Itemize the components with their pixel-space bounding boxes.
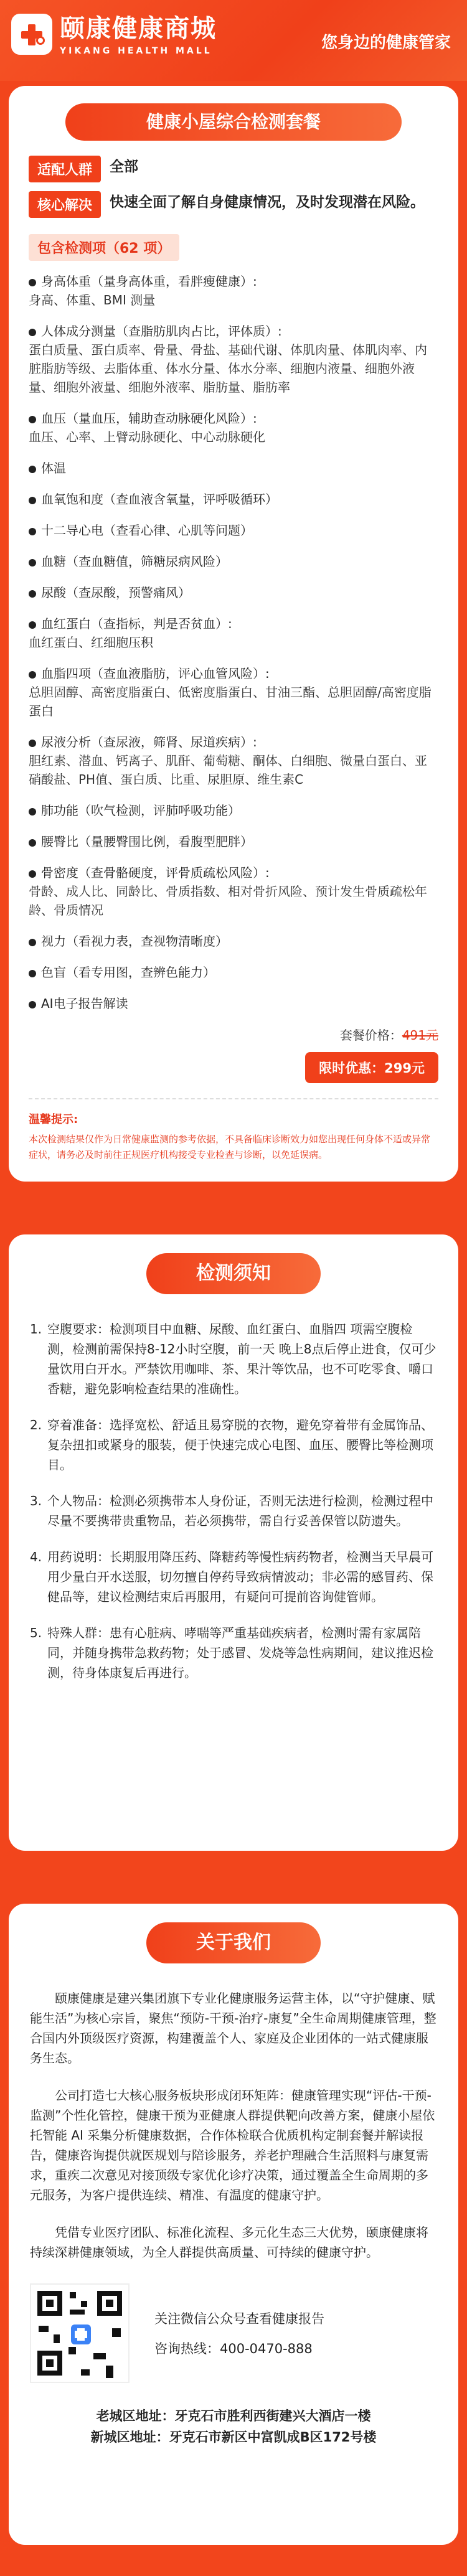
phone-label: 咨询热线： bbox=[154, 2341, 220, 2356]
qr-caption: 关注微信公众号查看健康报告 bbox=[154, 2311, 324, 2326]
notice-text: 穿着准备：选择宽松、舒适且易穿脱的衣物，避免穿着带有金属饰品、复杂扭扣或紧身的服装，便于快速完成心电图、血压、腰臀比等检测项目。 bbox=[47, 1417, 433, 1472]
solve-label: 核心解决 bbox=[29, 191, 101, 218]
about-paragraph: 凭借专业医疗团队、标准化流程、多元化生态三大优势，颐康健康将持续深耕健康领域，为全人群提供高质量、可持续的健康守护。 bbox=[30, 2225, 428, 2260]
qr-info bbox=[154, 2309, 324, 2357]
item-detail: 血红蛋白、红细胞压积 bbox=[29, 635, 153, 650]
sale-badge[interactable] bbox=[305, 1052, 438, 1083]
price-box bbox=[29, 1025, 438, 1083]
slogan: 您身边的健康管家 bbox=[321, 34, 451, 52]
item-title: 尿液分析（查尿液，筛肾、尿道疾病）: bbox=[41, 735, 257, 750]
bullet-icon bbox=[29, 497, 36, 504]
notice-item bbox=[30, 1415, 437, 1475]
bullet-icon bbox=[29, 808, 36, 816]
about-paragraph: 公司打造七大核心服务板块形成闭环矩阵：健康管理实现“评估-干预-监测”个性化管控，健康干预为亚健康人群提供靶向改善方案，健康小屋依托智能 AI 采集分析健康数据，合作体检联合优质机构定制套餐并解读报告，健康咨询提供就医规划与陪诊服务，养老护理融合生活照料与康复需求，重疾二次意见对接顶级专家优化诊疗决策，通过覆盖全生命周期的多元服务，为客户提供连续、精准、有温度的健康守护。 bbox=[30, 2088, 435, 2202]
item-title: 血脂四项（查血液脂肪，评心血管风险）: bbox=[41, 666, 270, 681]
notice-number: 5. bbox=[30, 1625, 42, 1640]
list-item bbox=[29, 409, 438, 446]
audience-row bbox=[29, 156, 438, 182]
bullet-icon bbox=[29, 559, 36, 566]
notice-text: 特殊人群：患有心脏病、哮喘等严重基础疾病者，检测时需有家属陪同，并随身携带急救药物；处于感冒、发烧等急性病期间，建议推迟检测，待身体康复后再进行。 bbox=[47, 1625, 433, 1680]
bullet-icon bbox=[29, 970, 36, 977]
bullet-icon bbox=[29, 671, 36, 679]
list-item bbox=[29, 272, 438, 309]
address-old: 老城区地址：牙克石市胜利西街建兴大酒店一楼 bbox=[96, 2409, 371, 2423]
item-detail: 胆红素、潜血、钙离子、肌酐、葡萄糖、酮体、白细胞、微量白蛋白、亚硝酸盐、PH值、蛋白质、比重、尿胆原、维生素C bbox=[29, 753, 427, 787]
addresses bbox=[30, 2405, 437, 2448]
notice-text: 用药说明：长期服用降压药、降糖药等慢性病药物者，检测当天早晨可用少量白开水送服，切勿擅自停药导致病情波动；非必需的感冒药、保健品等，建议检测结束后再服用，有疑问可提前咨询健管师。 bbox=[47, 1549, 433, 1604]
package-card bbox=[9, 86, 458, 1182]
bullet-icon bbox=[29, 590, 36, 598]
item-title: 肺功能（吹气检测，评肺呼吸功能） bbox=[41, 803, 240, 818]
audience-value: 全部 bbox=[110, 159, 139, 175]
brand bbox=[60, 15, 217, 56]
brand-name-en: YIKANG HEALTH MALL bbox=[60, 46, 212, 56]
item-detail: 骨龄、成人比、同龄比、骨质指数、相对骨折风险、预计发生骨质疏松年龄、骨质情况 bbox=[29, 884, 427, 918]
qr-row bbox=[30, 2283, 437, 2383]
items-list bbox=[29, 272, 438, 1013]
bullet-icon bbox=[29, 329, 36, 336]
solve-value: 快速全面了解自身健康情况，及时发现潜在风险。 bbox=[110, 194, 425, 210]
price-old: 491元 bbox=[402, 1028, 438, 1043]
price-line bbox=[29, 1025, 438, 1043]
list-item bbox=[29, 583, 438, 602]
item-detail: 血压、心率、上臂动脉硬化、中心动脉硬化 bbox=[29, 430, 265, 444]
item-title: 血糖（查血糖值，筛糖尿病风险） bbox=[41, 554, 228, 569]
brand-name: 颐康健康商城 bbox=[60, 14, 217, 43]
item-detail: 蛋白质量、蛋白质率、骨量、骨盐、基础代谢、体肌肉量、体肌肉率、内脏脂肪等级、去脂体重、体水分量、体水分率、细胞内液量、细胞外液量、细胞外液量、细胞外液率、脂肪量、脂肪率 bbox=[29, 342, 427, 395]
about-paragraph: 颐康健康是建兴集团旗下专业化健康服务运营主体，以“守护健康、赋能生活”为核心宗旨，聚焦“预防-干预-治疗-康复”全生命周期健康管理，整合国内外顶级医疗资源，构建覆盖个人、家庭及企业团体的一站式健康服务生态。 bbox=[30, 1991, 436, 2066]
list-item bbox=[29, 963, 438, 982]
item-title: 骨密度（查骨骼硬度，评骨质疏松风险）: bbox=[41, 865, 270, 880]
bullet-icon bbox=[29, 740, 36, 747]
list-item bbox=[29, 664, 438, 720]
notice-item bbox=[30, 1547, 437, 1607]
sale-label: 限时优惠： bbox=[319, 1061, 385, 1076]
item-title: 血压（量血压，辅助查动脉硬化风险）: bbox=[41, 411, 257, 426]
list-item bbox=[29, 322, 438, 397]
item-title: 体温 bbox=[41, 461, 66, 476]
item-title: 血氧饱和度（查血液含氧量，评呼吸循环） bbox=[41, 492, 278, 507]
list-item bbox=[29, 932, 438, 951]
item-title: 色盲（看专用图，查辨色能力） bbox=[41, 965, 215, 980]
item-title: 视力（看视力表，查视物清晰度） bbox=[41, 934, 228, 949]
brand-logo-icon bbox=[11, 14, 52, 55]
item-title: 尿酸（查尿酸，预警痛风） bbox=[41, 585, 191, 600]
item-title: AI电子报告解读 bbox=[41, 996, 128, 1011]
list-item bbox=[29, 490, 438, 509]
notice-card bbox=[9, 1234, 458, 1851]
notice-number: 1. bbox=[30, 1322, 42, 1337]
about-card bbox=[9, 1904, 458, 2545]
address-new: 新城区地址：牙克石市新区中富凯成B区172号楼 bbox=[90, 2430, 377, 2445]
list-item bbox=[29, 521, 438, 540]
phone-number[interactable]: 400-0470-888 bbox=[220, 2341, 313, 2356]
bullet-icon bbox=[29, 416, 36, 423]
list-item bbox=[29, 552, 438, 571]
list-item bbox=[29, 614, 438, 652]
notice-text: 空腹要求：检测项目中血糖、尿酸、血红蛋白、血脂四 项需空腹检测，检测前需保持8-12小时空腹，前一天 晚上8点后停止进食，仅可少量饮用白开水。严禁饮用咖啡、茶、果汁等饮品，也不可吃零食、嚼口香糖，避免影响检查结果的准确性。 bbox=[47, 1322, 436, 1396]
notice-number: 4. bbox=[30, 1549, 42, 1564]
notice-text: 个人物品：检测必须携带本人身份证，否则无法进行检测，检测过程中尽量不要携带贵重物品，若必须携带，需自行妥善保管以防遗失。 bbox=[47, 1493, 433, 1528]
bullet-icon bbox=[29, 839, 36, 847]
bullet-icon bbox=[29, 466, 36, 473]
package-title: 健康小屋综合检测套餐 bbox=[65, 103, 402, 141]
price-label: 套餐价格： bbox=[339, 1028, 402, 1043]
bullet-icon bbox=[29, 870, 36, 878]
notice-item bbox=[30, 1623, 437, 1683]
bullet-icon bbox=[29, 621, 36, 629]
notice-item bbox=[30, 1491, 437, 1531]
item-detail: 身高、体重、BMI 测量 bbox=[29, 293, 156, 308]
list-item bbox=[29, 994, 438, 1013]
notice-number: 3. bbox=[30, 1493, 42, 1508]
list-item bbox=[29, 733, 438, 789]
qr-code-icon[interactable] bbox=[30, 2283, 130, 2383]
list-item bbox=[29, 801, 438, 820]
item-title: 十二导心电（查看心律、心肌等问题） bbox=[41, 523, 253, 538]
item-title: 血红蛋白（查指标，判是否贫血）: bbox=[41, 616, 232, 631]
list-item bbox=[29, 863, 438, 919]
item-title: 身高体重（量身高体重，看胖瘦健康）: bbox=[41, 274, 257, 289]
item-detail: 总胆固醇、高密度脂蛋白、低密度脂蛋白、甘油三酯、总胆固醇/高密度脂蛋白 bbox=[29, 685, 432, 718]
phone-line bbox=[154, 2339, 324, 2357]
tip-text: 本次检测结果仅作为日常健康监测的参考依据，不具备临床诊断效力如您出现任何身体不适或异常症状，请务必及时前往正规医疗机构接受专业检查与诊断，以免延误病。 bbox=[29, 1134, 431, 1160]
divider bbox=[29, 1098, 438, 1099]
bullet-icon bbox=[29, 528, 36, 535]
sale-price: 299元 bbox=[384, 1061, 425, 1076]
list-item bbox=[29, 459, 438, 477]
list-item bbox=[29, 832, 438, 851]
items-label: 包含检测项（62 项） bbox=[29, 234, 179, 261]
notice-title: 检测须知 bbox=[146, 1253, 321, 1294]
notice-number: 2. bbox=[30, 1417, 42, 1432]
solve-row bbox=[29, 191, 438, 218]
about-title: 关于我们 bbox=[146, 1922, 321, 1963]
bullet-icon bbox=[29, 939, 36, 946]
tip-title: 温馨提示: bbox=[29, 1113, 78, 1126]
header bbox=[0, 0, 467, 81]
item-title: 腰臀比（量腰臀围比例，看腹型肥胖） bbox=[41, 834, 253, 849]
bullet-icon bbox=[29, 1001, 36, 1008]
notice-item bbox=[30, 1319, 437, 1399]
item-title: 人体成分测量（查脂肪肌肉占比，评体质）: bbox=[41, 324, 282, 339]
audience-label: 适配人群 bbox=[29, 156, 101, 182]
bullet-icon bbox=[29, 279, 36, 286]
